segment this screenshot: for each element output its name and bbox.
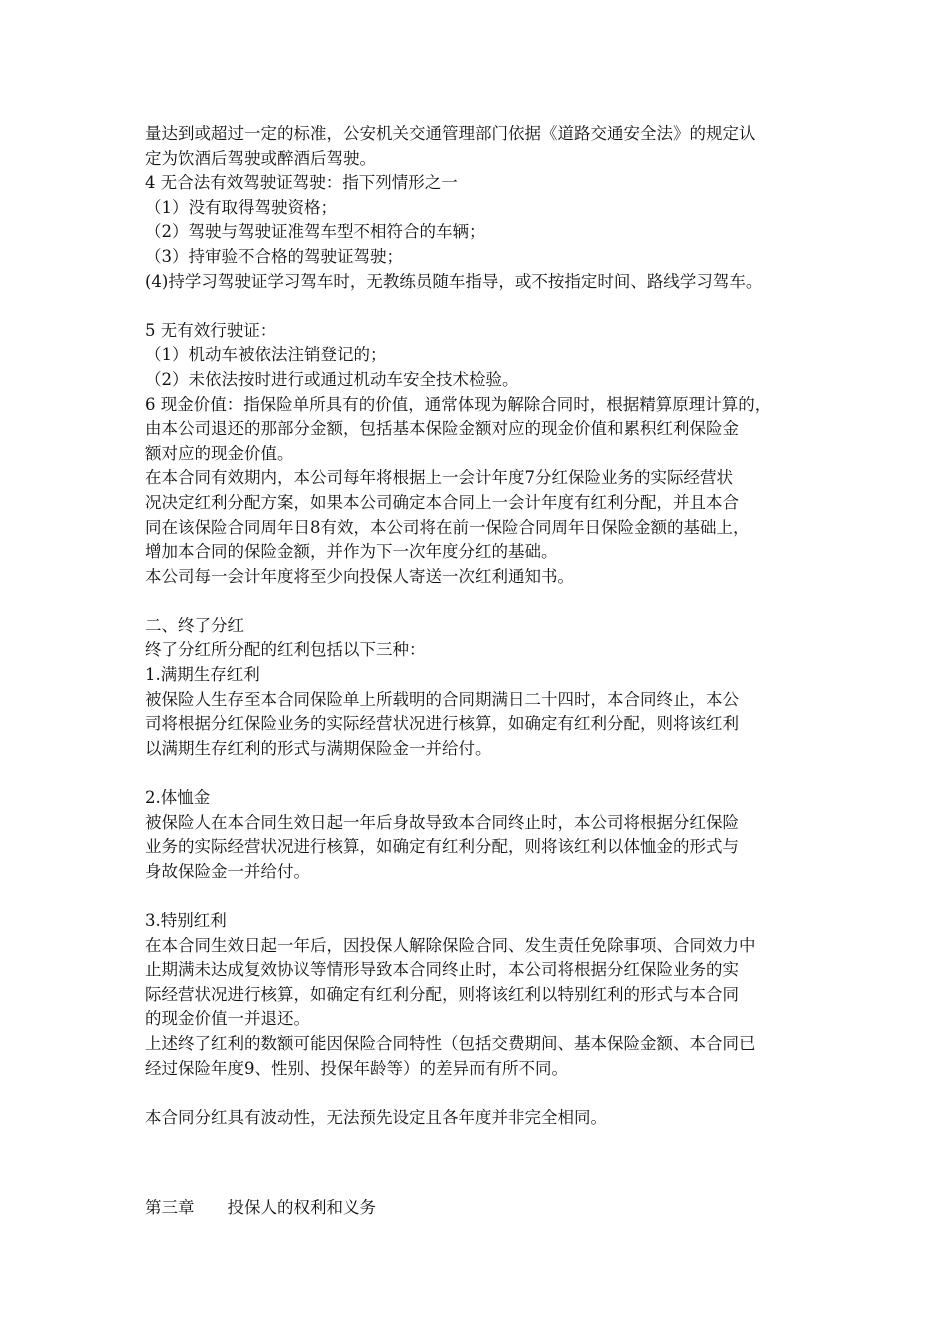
paragraph bbox=[145, 319, 815, 344]
paragraph bbox=[145, 270, 815, 295]
text-line: （1）机动车被依法注销登记的； bbox=[145, 345, 387, 365]
text-line: 在本合同生效日起一年后，因投保人解除保险合同、发生责任免除事项、合同效力中 bbox=[145, 935, 756, 955]
text-line: 本公司每一会计年度将至少向投保人寄送一次红利通知书。 bbox=[145, 566, 574, 586]
paragraph bbox=[145, 368, 815, 393]
paragraph bbox=[145, 614, 815, 639]
text-line: 经过保险年度9、性别、投保年龄等）的差异而有所不同。 bbox=[145, 1058, 568, 1078]
text-line: 量达到或超过一定的标准，公安机关交通管理部门依据《道路交通安全法》的规定认 bbox=[145, 124, 756, 143]
blank-line bbox=[145, 1081, 815, 1106]
paragraph bbox=[145, 638, 815, 663]
paragraph bbox=[145, 466, 815, 564]
paragraph bbox=[145, 171, 815, 196]
chapter-heading bbox=[145, 1196, 376, 1221]
text-line: 的现金价值一并退还。 bbox=[145, 1009, 310, 1029]
text-line: 6 现金价值：指保险单所具有的价值，通常体现为解除合同时，根据精算原理计算的， bbox=[145, 394, 772, 414]
text-line: 上述终了红利的数额可能因保险合同特性（包括交费期间、基本保险金额、本合同已 bbox=[145, 1033, 756, 1053]
text-line: （1）没有取得驾驶资格； bbox=[145, 197, 337, 217]
text-line: （3）持审验不合格的驾驶证驾驶； bbox=[145, 246, 403, 266]
text-line: 增加本合同的保险金额，并作为下一次年度分红的基础。 bbox=[145, 542, 558, 562]
paragraph bbox=[145, 1032, 815, 1081]
text-line: （2）未依法按时进行或通过机动车安全技术检验。 bbox=[145, 369, 519, 389]
text-line: 4 无合法有效驾驶证驾驶：指下列情形之一 bbox=[145, 173, 458, 193]
text-line: 以满期生存红利的形式与满期保险金一并给付。 bbox=[145, 738, 492, 758]
chapter-number: 第三章 bbox=[145, 1198, 195, 1217]
paragraph bbox=[145, 1106, 815, 1131]
text-line: 5 无有效行驶证： bbox=[145, 320, 277, 340]
text-line: 本合同分红具有波动性，无法预先设定且各年度并非完全相同。 bbox=[145, 1107, 607, 1127]
text-line: 1.满期生存红利 bbox=[145, 665, 260, 685]
blank-line bbox=[145, 294, 815, 319]
text-line: 额对应的现金价值。 bbox=[145, 443, 294, 463]
paragraph bbox=[145, 663, 815, 688]
chapter-title: 投保人的权利和义务 bbox=[227, 1198, 376, 1217]
paragraph bbox=[145, 196, 815, 221]
blank-line bbox=[145, 884, 815, 909]
paragraph bbox=[145, 934, 815, 1032]
paragraph bbox=[145, 122, 815, 171]
text-line: 3.特别红利 bbox=[145, 911, 227, 930]
blank-line bbox=[145, 761, 815, 786]
document-body bbox=[145, 122, 815, 1130]
text-line: 业务的实际经营状况进行核算，如确定有红利分配，则将该红利以体恤金的形式与 bbox=[145, 837, 739, 857]
paragraph bbox=[145, 565, 815, 590]
paragraph bbox=[145, 811, 815, 885]
text-line: 被保险人生存至本合同保险单上所载明的合同期满日二十四时，本合同终止，本公 bbox=[145, 689, 739, 709]
paragraph bbox=[145, 688, 815, 762]
text-line: 况决定红利分配方案，如果本公司确定本合同上一会计年度有红利分配，并且本合 bbox=[145, 492, 739, 512]
text-line: 由本公司退还的那部分金额，包括基本保险金额对应的现金价值和累积红利保险金 bbox=[145, 419, 739, 439]
text-line: 在本合同有效期内，本公司每年将根据上一会计年度7分红保险业务的实际经营状 bbox=[145, 468, 733, 488]
paragraph bbox=[145, 220, 815, 245]
paragraph bbox=[145, 393, 815, 467]
text-line: （2）驾驶与驾驶证准驾车型不相符合的车辆； bbox=[145, 222, 486, 242]
text-line: 际经营状况进行核算，如确定有红利分配，则将该红利以特别红利的形式与本合同 bbox=[145, 984, 739, 1004]
text-line: 同在该保险合同周年日8有效，本公司将在前一保险合同周年日保险金额的基础上， bbox=[145, 517, 750, 537]
text-line: 二、终了分红 bbox=[145, 615, 244, 635]
text-line: 2.体恤金 bbox=[145, 788, 211, 808]
text-line: 定为饮酒后驾驶或醉酒后驾驶。 bbox=[145, 148, 376, 168]
paragraph bbox=[145, 343, 815, 368]
text-line: (4)持学习驾驶证学习驾车时，无教练员随车指导，或不按指定时间、路线学习驾车。 bbox=[145, 271, 763, 291]
text-line: 终了分红所分配的红利包括以下三种： bbox=[145, 640, 426, 660]
text-line: 被保险人在本合同生效日起一年后身故导致本合同终止时，本公司将根据分红保险 bbox=[145, 812, 739, 832]
paragraph bbox=[145, 786, 815, 811]
text-line: 止期满未达成复效协议等情形导致本合同终止时，本公司将根据分红保险业务的实 bbox=[145, 960, 739, 980]
paragraph bbox=[145, 245, 815, 270]
text-line: 身故保险金一并给付。 bbox=[145, 861, 310, 881]
paragraph bbox=[145, 909, 815, 934]
text-line: 司将根据分红保险业务的实际经营状况进行核算，如确定有红利分配，则将该红利 bbox=[145, 714, 739, 734]
blank-line bbox=[145, 589, 815, 614]
